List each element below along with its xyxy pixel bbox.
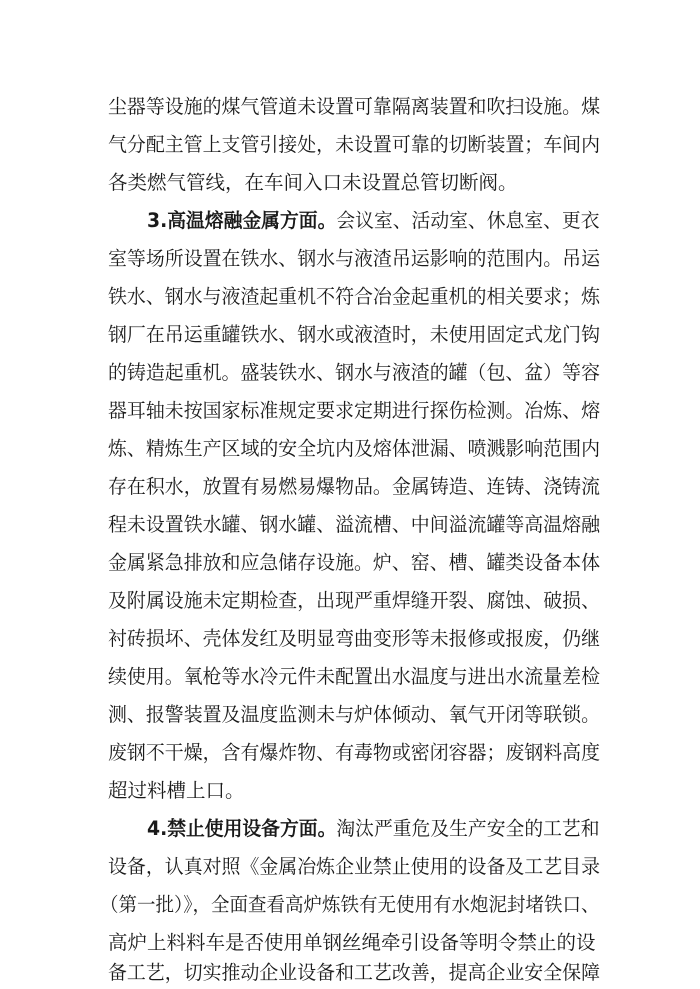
section-4-line: 备工艺，切实推动企业设备和工艺改善，提高企业安全保障 [108, 961, 601, 984]
section-3-line: 的铸造起重机。盛装铁水、钢水与液渣的罐（包、盆）等容 [108, 361, 601, 384]
section-3-line: 及附属设施未定期检查，出现严重焊缝开裂、腐蚀、破损、 [108, 589, 601, 612]
section-3-line: 钢厂在吊运重罐铁水、钢水或液渣时，未使用固定式龙门钩 [108, 323, 601, 346]
section-4-first-line [147, 816, 600, 842]
paragraph-1-line-1: 尘器等设施的煤气管道未设置可靠隔离装置和吹扫设施。煤 [108, 95, 601, 118]
paragraph-1-line-2: 气分配主管上支管引接处，未设置可靠的切断装置；车间内 [108, 133, 601, 156]
section-3-line: 存在积水，放置有易燃易爆物品。金属铸造、连铸、浇铸流 [108, 475, 601, 498]
paragraph-1-line-3: 各类燃气管线，在车间入口未设置总管切断阀。 [108, 171, 518, 194]
section-3-line: 程未设置铁水罐、钢水罐、溢流槽、中间溢流罐等高温熔融 [108, 513, 601, 536]
section-3-first-line [147, 208, 600, 234]
section-3-line: 室等场所设置在铁水、钢水与液渣吊运影响的范围内。吊运 [108, 247, 601, 270]
section-4-line: 高炉上料料车是否使用单钢丝绳牵引设备等明令禁止的设 [108, 931, 596, 954]
section-3-line: 续使用。氧枪等水冷元件未配置出水温度与进出水流量差检 [108, 665, 601, 688]
section-3-line: 超过料槽上口。 [108, 779, 245, 802]
section-3-line: 衬砖损坏、壳体发红及明显弯曲变形等未报修或报废，仍继 [108, 627, 601, 650]
section-4-heading: 4.禁止使用设备方面。 [147, 817, 337, 840]
section-3-line: 金属紧急排放和应急储存设施。炉、窑、槽、罐类设备本体 [108, 551, 601, 574]
section-4-first-line-text: 淘汰严重危及生产安全的工艺和 [336, 817, 600, 840]
section-3-line: 废钢不干燥，含有爆炸物、有毒物或密闭容器；废钢料高度 [108, 741, 601, 764]
section-3-heading: 3.高温熔融金属方面。 [147, 209, 337, 232]
section-3-line: 炼、精炼生产区域的安全坑内及熔体泄漏、喷溅影响范围内 [108, 437, 601, 460]
section-3-line: 器耳轴未按国家标准规定要求定期进行探伤检测。冶炼、熔 [108, 399, 601, 422]
section-3-line: 铁水、钢水与液渣起重机不符合冶金起重机的相关要求；炼 [108, 285, 601, 308]
section-4-line: （第一批）》，全面查看高炉炼铁有无使用有水炮泥封堵铁口、 [100, 893, 600, 916]
section-3-first-line-text: 会议室、活动室、休息室、更衣 [336, 209, 600, 232]
section-3-line: 测、报警装置及温度监测未与炉体倾动、氧气开闭等联锁。 [108, 703, 601, 726]
section-4-line: 设备，认真对照《金属冶炼企业禁止使用的设备及工艺目录 [108, 855, 601, 878]
